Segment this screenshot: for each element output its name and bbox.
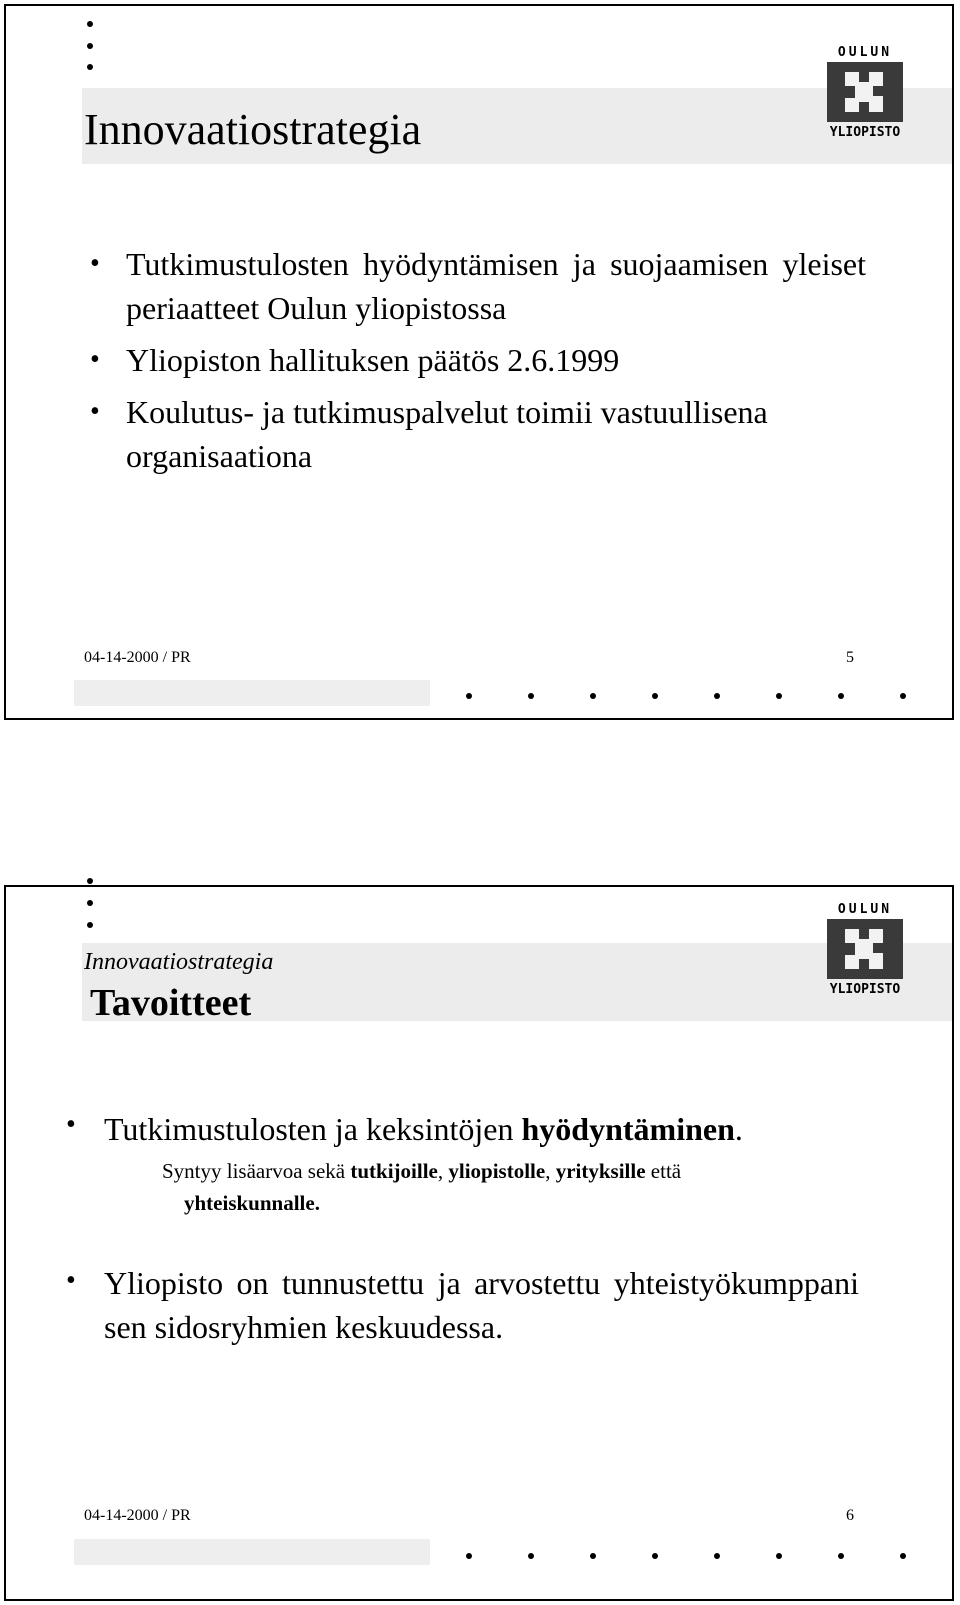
slide-title: Innovaatiostrategia <box>84 105 422 154</box>
bullet-marker: • <box>66 1265 76 1296</box>
slide-title: Tavoitteet <box>90 982 252 1024</box>
decor-dot <box>87 21 93 27</box>
sub-point <box>162 1155 860 1219</box>
decor-dot <box>528 693 534 699</box>
bullet-text-period: . <box>734 1111 743 1147</box>
bullet-marker: • <box>90 248 100 279</box>
slide-6 <box>4 885 954 1601</box>
decor-dot <box>590 1553 596 1559</box>
list-item <box>90 390 866 478</box>
footer-date: 04-14-2000 / PR <box>84 1507 191 1524</box>
logo-bottom-text: YLIOPISTO <box>829 982 901 997</box>
decor-dot <box>528 1553 534 1559</box>
footer-band <box>74 1539 430 1565</box>
decor-dot <box>714 693 720 699</box>
decor-dot <box>776 693 782 699</box>
sub-bold-researchers: tutkijoille <box>350 1159 438 1183</box>
bullet-marker: • <box>90 396 100 427</box>
bullet-text: Yliopiston hallituksen päätös 2.6.1999 <box>126 342 620 378</box>
sub-text: että <box>645 1159 682 1183</box>
logo-top-text: OULUN <box>837 902 893 917</box>
decor-dot <box>87 922 93 928</box>
logo-emblem <box>827 62 903 122</box>
bullet-list <box>90 242 866 478</box>
decor-dot <box>838 693 844 699</box>
decor-dot <box>900 1553 906 1559</box>
bullet-text-1 <box>104 1107 743 1151</box>
decor-dot <box>87 900 93 906</box>
sub-sep: , <box>437 1159 449 1183</box>
decor-dot <box>652 1553 658 1559</box>
decor-dot <box>466 693 472 699</box>
logo-bottom-text: YLIOPISTO <box>829 125 901 140</box>
decor-dot <box>838 1553 844 1559</box>
decor-dot <box>87 878 93 884</box>
footer-date: 04-14-2000 / PR <box>84 649 191 666</box>
decor-dot <box>714 1553 720 1559</box>
slide-5 <box>4 4 954 720</box>
decor-dot <box>776 1553 782 1559</box>
list-item <box>90 338 866 382</box>
university-logo <box>825 903 905 997</box>
decor-dot <box>87 64 93 70</box>
footer-band <box>74 680 430 706</box>
decor-dot <box>900 693 906 699</box>
sub-bold-companies: yrityksille <box>555 1159 646 1183</box>
sub-bold-university: yliopistolle <box>448 1159 546 1183</box>
bullet-text-2: Yliopisto on tunnustettu ja arvostettu yhteistyökumppani sen sidosryhmien keskuudessa. <box>104 1265 859 1345</box>
sub-text: Syntyy lisäarvoa sekä <box>162 1159 351 1183</box>
decor-dot <box>466 1553 472 1559</box>
page-number: 5 <box>846 649 854 666</box>
sub-sep: , <box>545 1159 556 1183</box>
bullet-text-plain: Tutkimustulosten ja keksintöjen <box>104 1111 522 1147</box>
bullet-text-bold: hyödyntäminen <box>521 1111 735 1147</box>
bullet-text: Tutkimustulosten hyödyntämisen ja suojaamisen yleiset periaatteet Oulun yliopistossa <box>126 246 866 326</box>
decor-dot <box>652 693 658 699</box>
bullet-text: Koulutus- ja tutkimuspalvelut toimii vastuullisena organisaationa <box>126 394 768 474</box>
bullet-marker: • <box>90 344 100 375</box>
sub-bold-society: yhteiskunnalle. <box>184 1191 320 1215</box>
page-number: 6 <box>846 1507 854 1524</box>
decor-dot <box>87 43 93 49</box>
university-logo <box>825 46 905 140</box>
logo-top-text: OULUN <box>837 45 893 60</box>
decor-dot <box>590 693 596 699</box>
bullet-marker: • <box>66 1109 76 1140</box>
slide-subtitle: Innovaatiostrategia <box>84 949 274 975</box>
list-item <box>90 242 866 330</box>
logo-emblem <box>827 919 903 979</box>
